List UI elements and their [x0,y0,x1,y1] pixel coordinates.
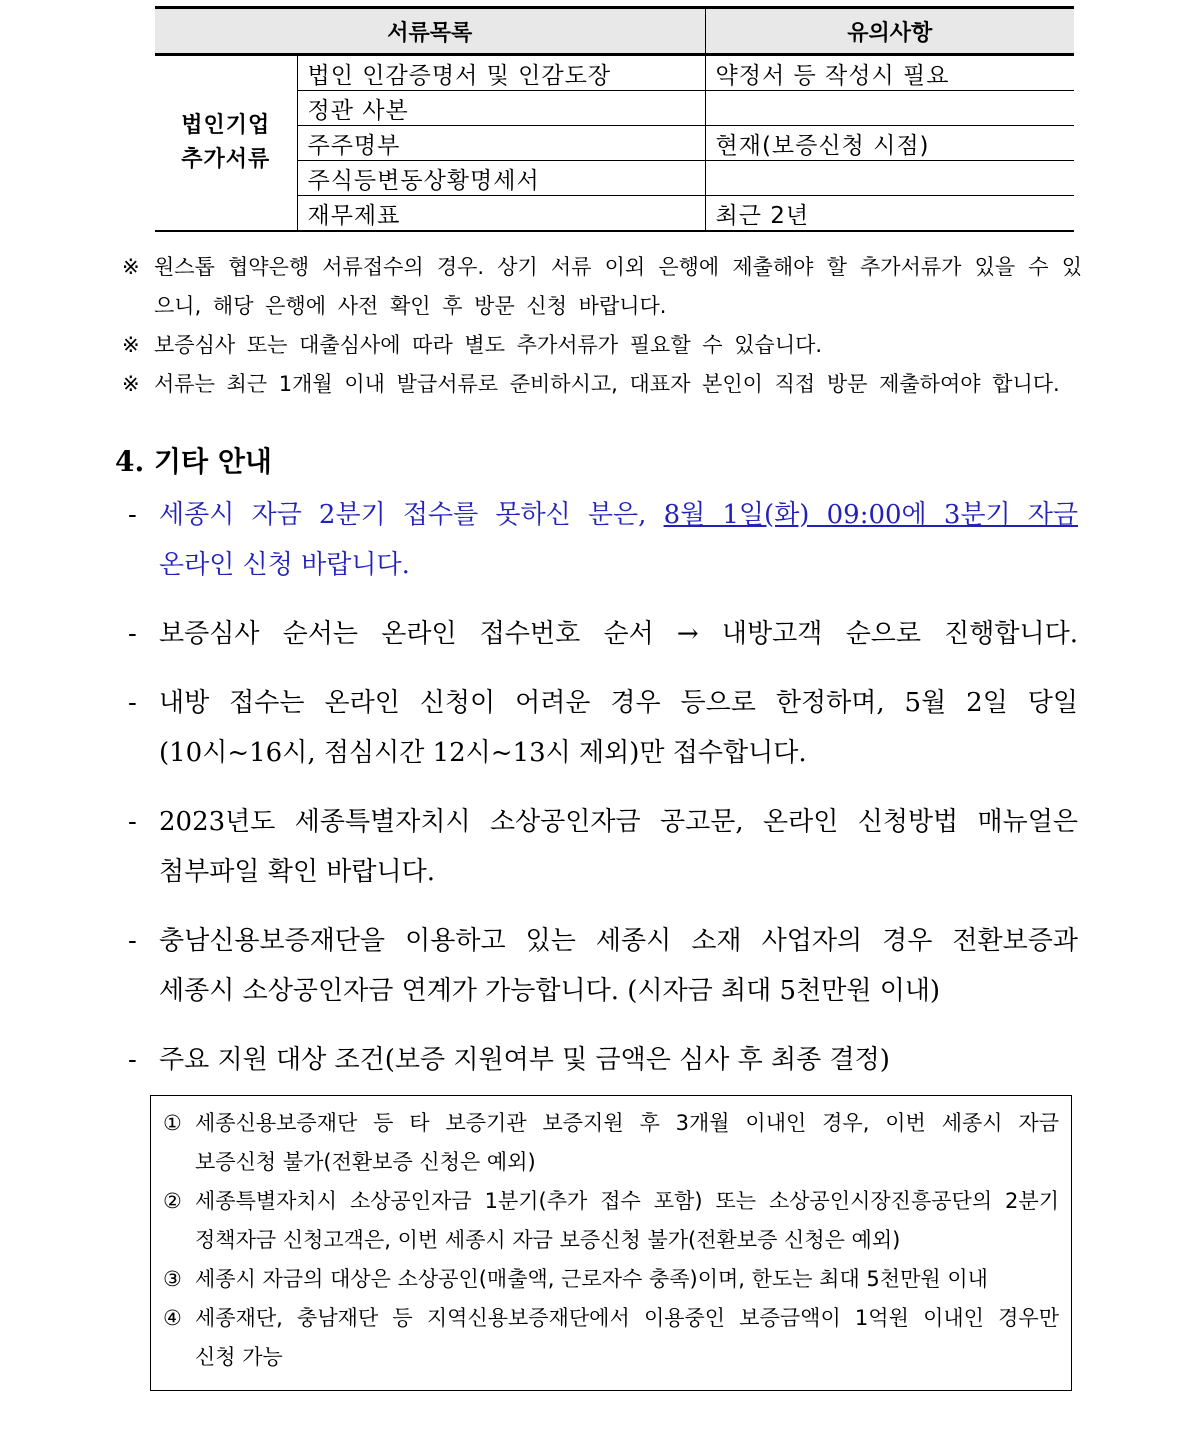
condition-item [163,1182,1059,1260]
info-line [159,490,1078,540]
dash-bullet: - [128,688,137,718]
doc-cell: 정관 사본 [297,91,705,126]
info-line: 내방 접수는 온라인 신청이 어려운 경우 등으로 한정하며, 5월 2일 당일 [159,688,1078,718]
dash-bullet: - [128,1045,137,1075]
info-line: 충남신용보증재단을 이용하고 있는 세종시 소재 사업자의 경우 전환보증과 [159,926,1078,956]
condition-line: 세종재단, 충남재단 등 지역신용보증재단에서 이용중인 보증금액이 1억원 이내인 경우만 [195,1306,1059,1330]
note-text: 서류는 최근 1개월 이내 발급서류로 준비하시고, 대표자 본인이 직접 방문 제출하여야 합니다. [154,372,1060,396]
condition-item [163,1260,1059,1299]
header-document-list: 서류목록 [155,8,705,55]
info-line: 첨부파일 확인 바랍니다. [159,857,435,887]
info-line: 2023년도 세종특별자치시 소상공인자금 공고문, 온라인 신청방법 매뉴얼은 [159,807,1078,837]
condition-line: 세종신용보증재단 등 타 보증기관 보증지원 후 3개월 이내인 경우, 이번 세종시 자금 [195,1111,1059,1135]
circled-number: ③ [163,1267,182,1291]
circled-number: ② [163,1189,182,1213]
doc-cell: 주식등변동상황명세서 [297,161,705,196]
info-item [128,916,1078,1016]
condition-line: 신청 가능 [195,1345,283,1369]
other-info-list [128,490,1078,1104]
reference-mark-icon: ※ [122,333,140,357]
note-cell: 약정서 등 작성시 필요 [705,55,1074,91]
doc-cell: 법인 인감증명서 및 인감도장 [297,55,705,91]
circled-number: ① [163,1111,182,1135]
note-item [122,248,1082,326]
reference-mark-icon: ※ [122,255,140,279]
info-item [128,678,1078,778]
header-notes: 유의사항 [705,8,1074,55]
info-item [128,1035,1078,1085]
note-cell: 현재(보증신청 시점) [705,126,1074,161]
condition-item [163,1104,1059,1182]
info-line: 주요 지원 대상 조건(보증 지원여부 및 금액은 심사 후 최종 결정) [159,1045,890,1075]
eligibility-conditions-box [150,1095,1072,1391]
section-title: 4. 기타 안내 [115,445,272,478]
reference-mark-icon: ※ [122,372,140,396]
condition-line: 보증신청 불가(전환보증 신청은 예외) [195,1150,536,1174]
info-line: 보증심사 순서는 온라인 접수번호 순서 → 내방고객 순으로 진행합니다. [159,619,1078,649]
group-label-line1: 법인기업 [181,113,271,138]
note-item [122,365,1082,404]
group-label-line2: 추가서류 [181,147,271,172]
deadline-text: 8월 1일(화) 09:00에 3분기 자금 [663,500,1079,530]
info-line: 세종시 소상공인자금 연계가 가능합니다. (시자금 최대 5천만원 이내) [159,976,941,1006]
condition-line: 정책자금 신청고객은, 이번 세종시 자금 보증신청 불가(전환보증 신청은 예외) [195,1228,901,1252]
info-line: 온라인 신청 바랍니다. [159,550,410,580]
info-item [128,609,1078,659]
dash-bullet: - [128,926,137,956]
note-text: 원스톱 협약은행 서류접수의 경우. 상기 서류 이외 은행에 제출해야 할 추가서류가 있을 수 있으니, 해당 은행에 사전 확인 후 방문 신청 바랍니다. [154,255,1082,318]
note-item [122,326,1082,365]
circled-number: ④ [163,1306,182,1330]
info-line: (10시~16시, 점심시간 12시~13시 제외)만 접수합니다. [159,738,807,768]
dash-bullet: - [128,619,137,649]
info-item [128,797,1078,897]
corporate-extra-docs-label [155,55,297,232]
required-documents-table [155,6,1074,232]
note-cell: 최근 2년 [705,196,1074,232]
doc-cell: 주주명부 [297,126,705,161]
condition-line: 세종시 자금의 대상은 소상공인(매출액, 근로자수 충족)이며, 한도는 최대 5천만원 이내 [195,1267,988,1291]
notes-list [122,248,1082,404]
condition-item [163,1299,1059,1377]
table-row [155,55,1074,91]
doc-cell: 재무제표 [297,196,705,232]
note-cell [705,161,1074,196]
note-cell [705,91,1074,126]
note-text: 보증심사 또는 대출심사에 따라 별도 추가서류가 필요할 수 있습니다. [154,333,823,357]
info-item [128,490,1078,590]
condition-line: 세종특별자치시 소상공인자금 1분기(추가 접수 포함) 또는 소상공인시장진흥공단의 2분기 [195,1189,1059,1213]
table-header-row [155,8,1074,55]
dash-bullet: - [128,807,137,837]
dash-bullet: - [128,500,137,530]
info-text: 세종시 자금 2분기 접수를 못하신 분은, [159,500,664,530]
